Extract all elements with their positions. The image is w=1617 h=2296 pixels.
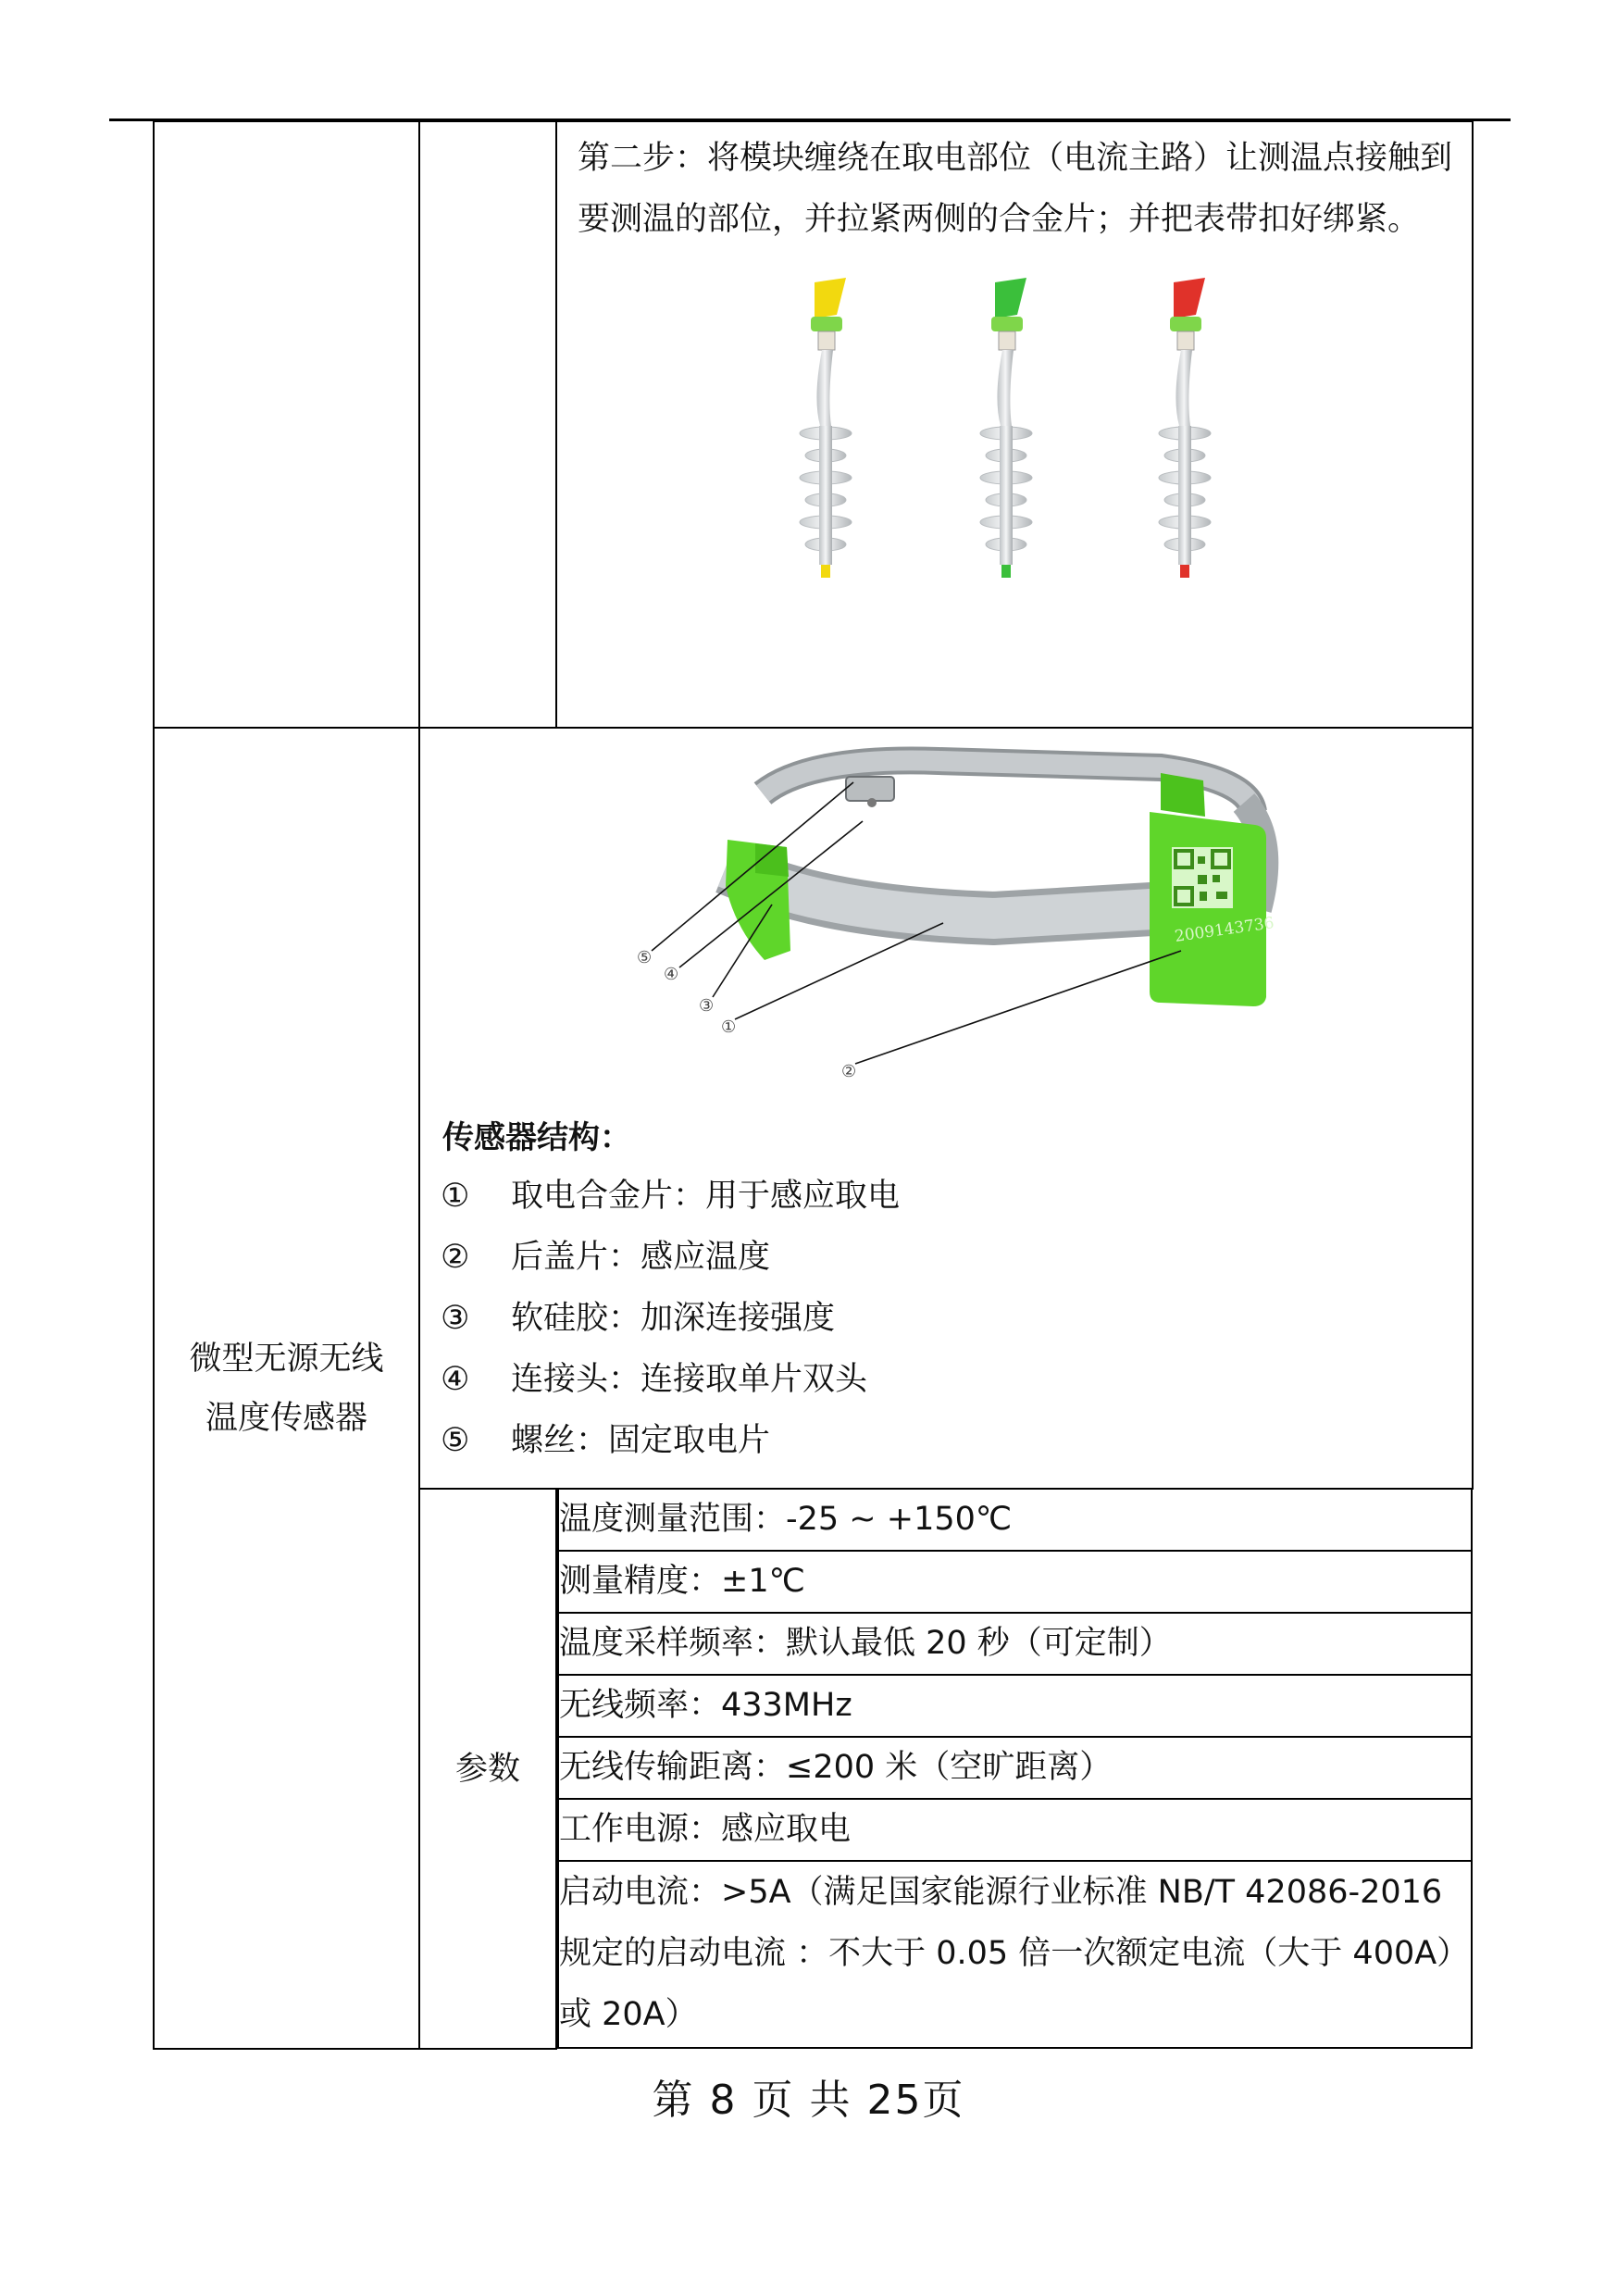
insulator-indicator [800,278,852,578]
structure-item-num: ④ [441,1361,470,1398]
indicator-clamp [811,317,842,331]
insulator-indicator [1159,278,1211,578]
sensor-row [154,728,1473,1489]
indicator-flag [815,278,846,318]
qr-code [1172,847,1233,908]
insulator-core [1178,426,1191,565]
sensor-structure-cell [419,728,1473,1489]
callout-1: ① [721,1017,737,1037]
params-table [557,1490,1473,2049]
structure-item [420,1288,1472,1349]
param-row: 测量精度：±1℃ [558,1551,1472,1613]
param-row: 无线频率：433MHz [558,1675,1472,1737]
structure-item-num: ② [441,1239,470,1276]
qr-number: 2009143736 [1173,914,1275,946]
callout-3: ③ [699,996,715,1016]
step2-text: 第二步：将模块缠绕在取电部位（电流主路）让测温点接触到要测温的部位，并拉紧两侧的合金片；并把表带扣好绑紧。 [578,140,1453,238]
param-row: 温度采样频率：默认最低 20 秒（可定制） [558,1613,1472,1675]
indicator-tip [821,565,830,578]
spec-table [153,120,1474,2050]
connector-head [846,777,894,801]
indicator-flag [995,278,1026,318]
insulator-core [1000,426,1013,565]
structure-item [420,1227,1472,1288]
empty-cell-2 [419,121,556,728]
insulator-core [819,426,832,565]
sensor-name-line2: 温度传感器 [205,1399,367,1437]
structure-item-text: 螺丝：固定取电片 [511,1422,771,1459]
sensor-name-cell [154,728,419,2049]
indicator-clamp [991,317,1023,331]
insulators-illustration [557,250,1474,639]
empty-cell-1 [154,121,419,728]
insulator-indicator [980,278,1032,578]
indicator-flag [1174,278,1205,318]
indicator-stem [816,350,833,426]
sensor-illustration [420,729,1474,1108]
indicator-tip [1180,565,1189,578]
rear-cover-module [1150,812,1266,1006]
indicator-stem [997,350,1014,426]
callout-4: ④ [664,965,679,984]
structure-item-num: ⑤ [441,1422,470,1459]
structure-item [420,1349,1472,1410]
indicator-stem [1175,350,1192,426]
indicator-connector [999,331,1015,350]
param-row: 工作电源：感应取电 [558,1799,1472,1861]
insulators-image [557,250,1472,639]
param-row: 温度测量范围：-25 ~ +150℃ [558,1490,1472,1551]
indicator-tip [1001,565,1011,578]
structure-item-num: ① [441,1178,470,1215]
param-row: 无线传输距离：≤200 米（空旷距离） [558,1737,1472,1799]
structure-list [420,1166,1472,1471]
sensor-image [420,729,1472,1108]
indicator-clamp [1170,317,1201,331]
screw [867,798,877,807]
structure-item-text: 后盖片：感应温度 [511,1239,771,1276]
structure-item-num: ③ [441,1300,470,1337]
step2-cell [556,121,1473,728]
structure-title: 传感器结构： [442,1119,631,1156]
step2-row [154,121,1473,728]
indicator-connector [818,331,835,350]
param-row: 启动电流：>5A（满足国家能源行业标准 NB/T 42086-2016 规定的启动电流 ：不大于 0.05 倍一次额定电流（大于 400A）或 20A） [558,1861,1472,2048]
structure-item [420,1166,1472,1227]
callout-2: ② [841,1062,857,1081]
params-cell [556,1489,1473,2049]
structure-item-text: 软硅胶：加深连接强度 [511,1300,836,1337]
structure-item-text: 连接头：连接取单片双头 [511,1361,868,1398]
callout-5: ⑤ [637,948,653,967]
indicator-connector [1177,331,1194,350]
page-footer: 第 8 页 共 25页 [652,2077,965,2124]
params-label: 参数 [419,1489,556,2049]
structure-item-text: 取电合金片：用于感应取电 [511,1178,901,1215]
sensor-name-line1: 微型无源无线 [189,1340,384,1378]
structure-item [420,1410,1472,1471]
